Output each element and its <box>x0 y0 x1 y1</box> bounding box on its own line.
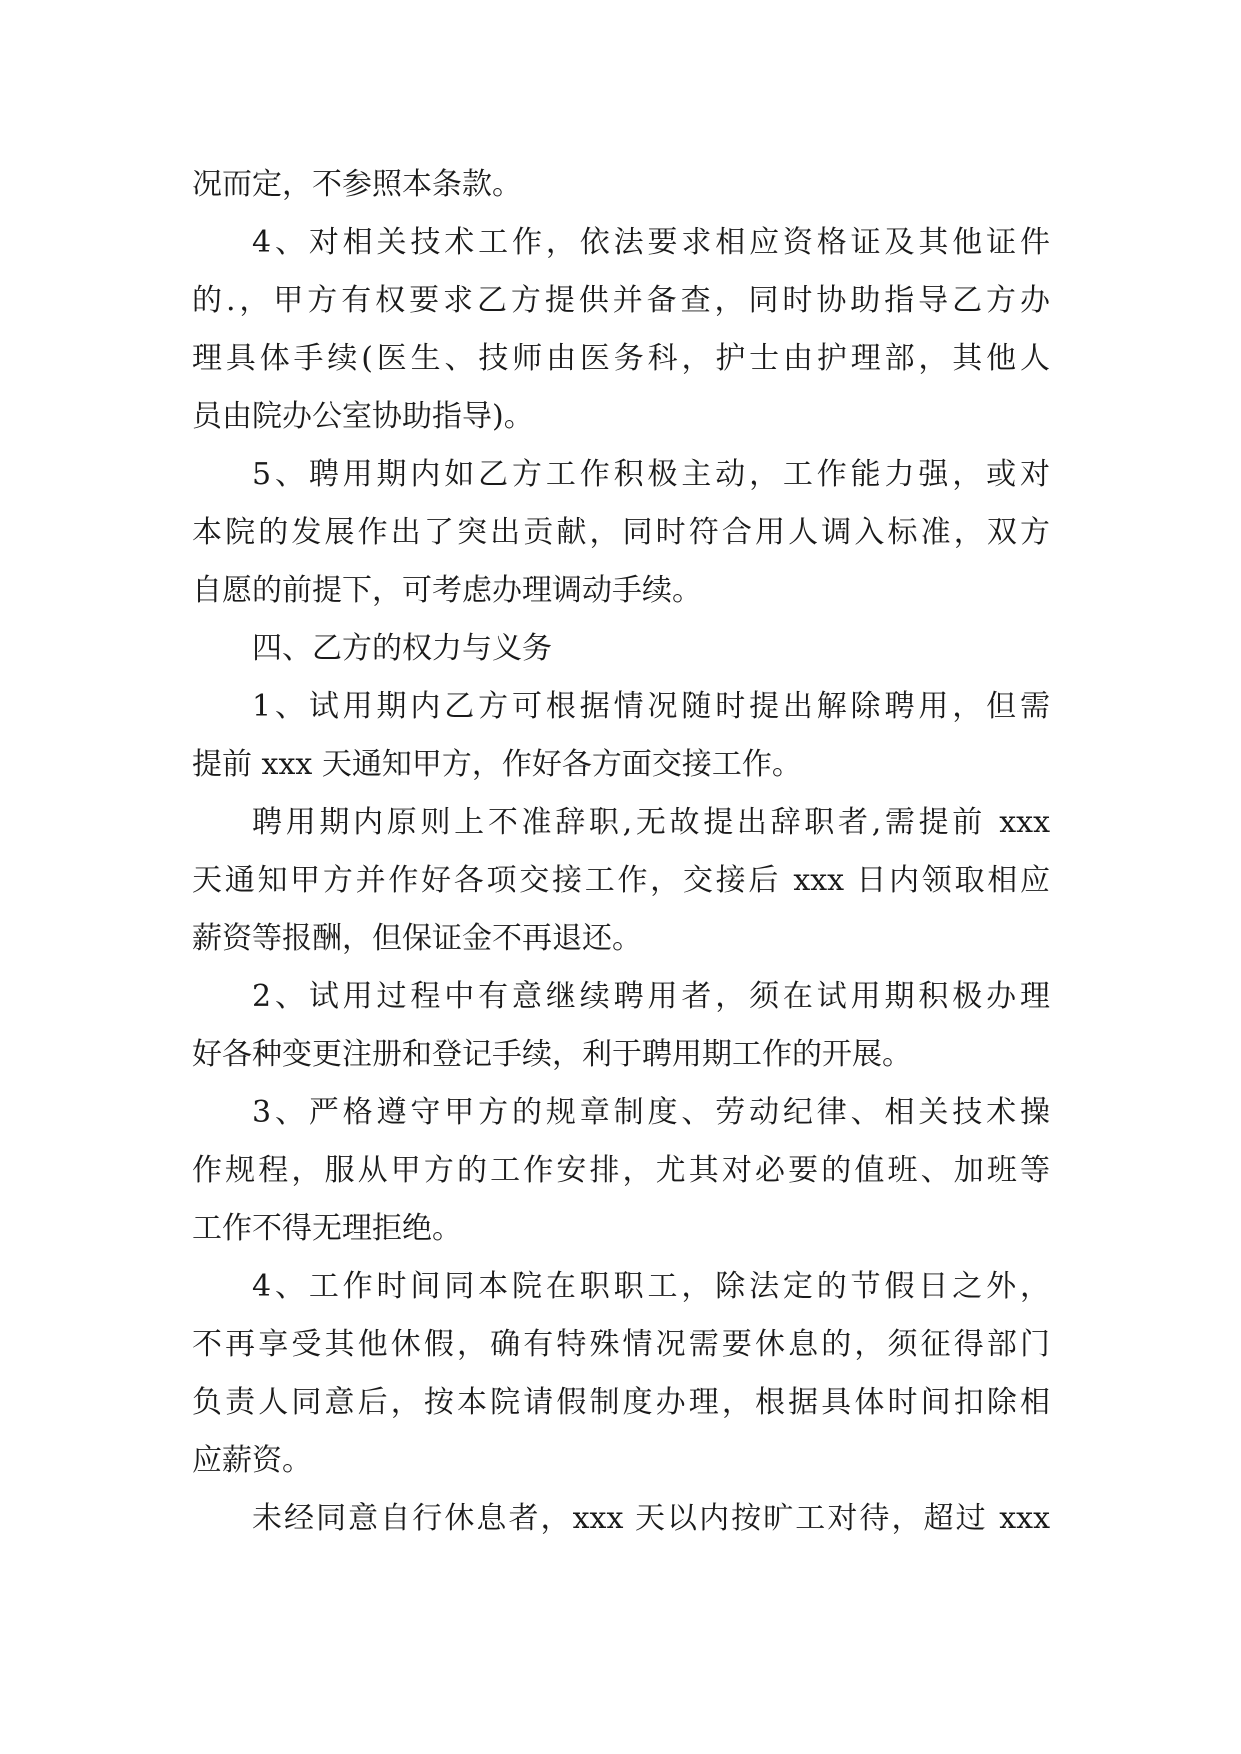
text-line: 员由院办公室协助指导)。 <box>192 399 534 434</box>
text-line: 自愿的前提下，可考虑办理调动手续。 <box>192 573 702 608</box>
text-line: 3、严格遵守甲方的规章制度、劳动纪律、相关技术操 <box>252 1095 1050 1130</box>
text-line: 应薪资。 <box>192 1443 312 1478</box>
text-line: 未经同意自行休息者，xxx 天以内按旷工对待，超过 xxx <box>252 1501 1050 1536</box>
text-line: 本院的发展作出了突出贡献，同时符合用人调入标准，双方 <box>192 515 1050 550</box>
text-line: 况而定，不参照本条款。 <box>192 167 522 202</box>
text-line: 1、试用期内乙方可根据情况随时提出解除聘用，但需 <box>252 689 1050 724</box>
text-line: 理具体手续(医生、技师由医务科，护士由护理部，其他人 <box>192 341 1050 376</box>
text-line: 4、工作时间同本院在职职工，除法定的节假日之外， <box>252 1269 1050 1304</box>
document-body <box>192 156 1050 1548</box>
text-line: 负责人同意后，按本院请假制度办理，根据具体时间扣除相 <box>192 1385 1050 1420</box>
text-line: 提前 xxx 天通知甲方，作好各方面交接工作。 <box>192 747 802 782</box>
text-line: 的.，甲方有权要求乙方提供并备查，同时协助指导乙方办 <box>192 283 1050 318</box>
text-line: 好各种变更注册和登记手续，利于聘用期工作的开展。 <box>192 1037 912 1072</box>
text-line: 天通知甲方并作好各项交接工作，交接后 xxx 日内领取相应 <box>192 863 1050 898</box>
text-line: 薪资等报酬，但保证金不再退还。 <box>192 921 642 956</box>
section-heading: 四、乙方的权力与义务 <box>252 631 552 666</box>
text-line: 作规程，服从甲方的工作安排，尤其对必要的值班、加班等 <box>192 1153 1050 1188</box>
text-line: 5、聘用期内如乙方工作积极主动，工作能力强，或对 <box>252 457 1050 492</box>
text-line: 4、对相关技术工作，依法要求相应资格证及其他证件 <box>252 225 1050 260</box>
text-line: 工作不得无理拒绝。 <box>192 1211 462 1246</box>
text-line: 聘用期内原则上不准辞职,无故提出辞职者,需提前 xxx <box>252 805 1050 840</box>
text-line: 2、试用过程中有意继续聘用者，须在试用期积极办理 <box>252 979 1050 1014</box>
text-line: 不再享受其他休假，确有特殊情况需要休息的，须征得部门 <box>192 1327 1050 1362</box>
